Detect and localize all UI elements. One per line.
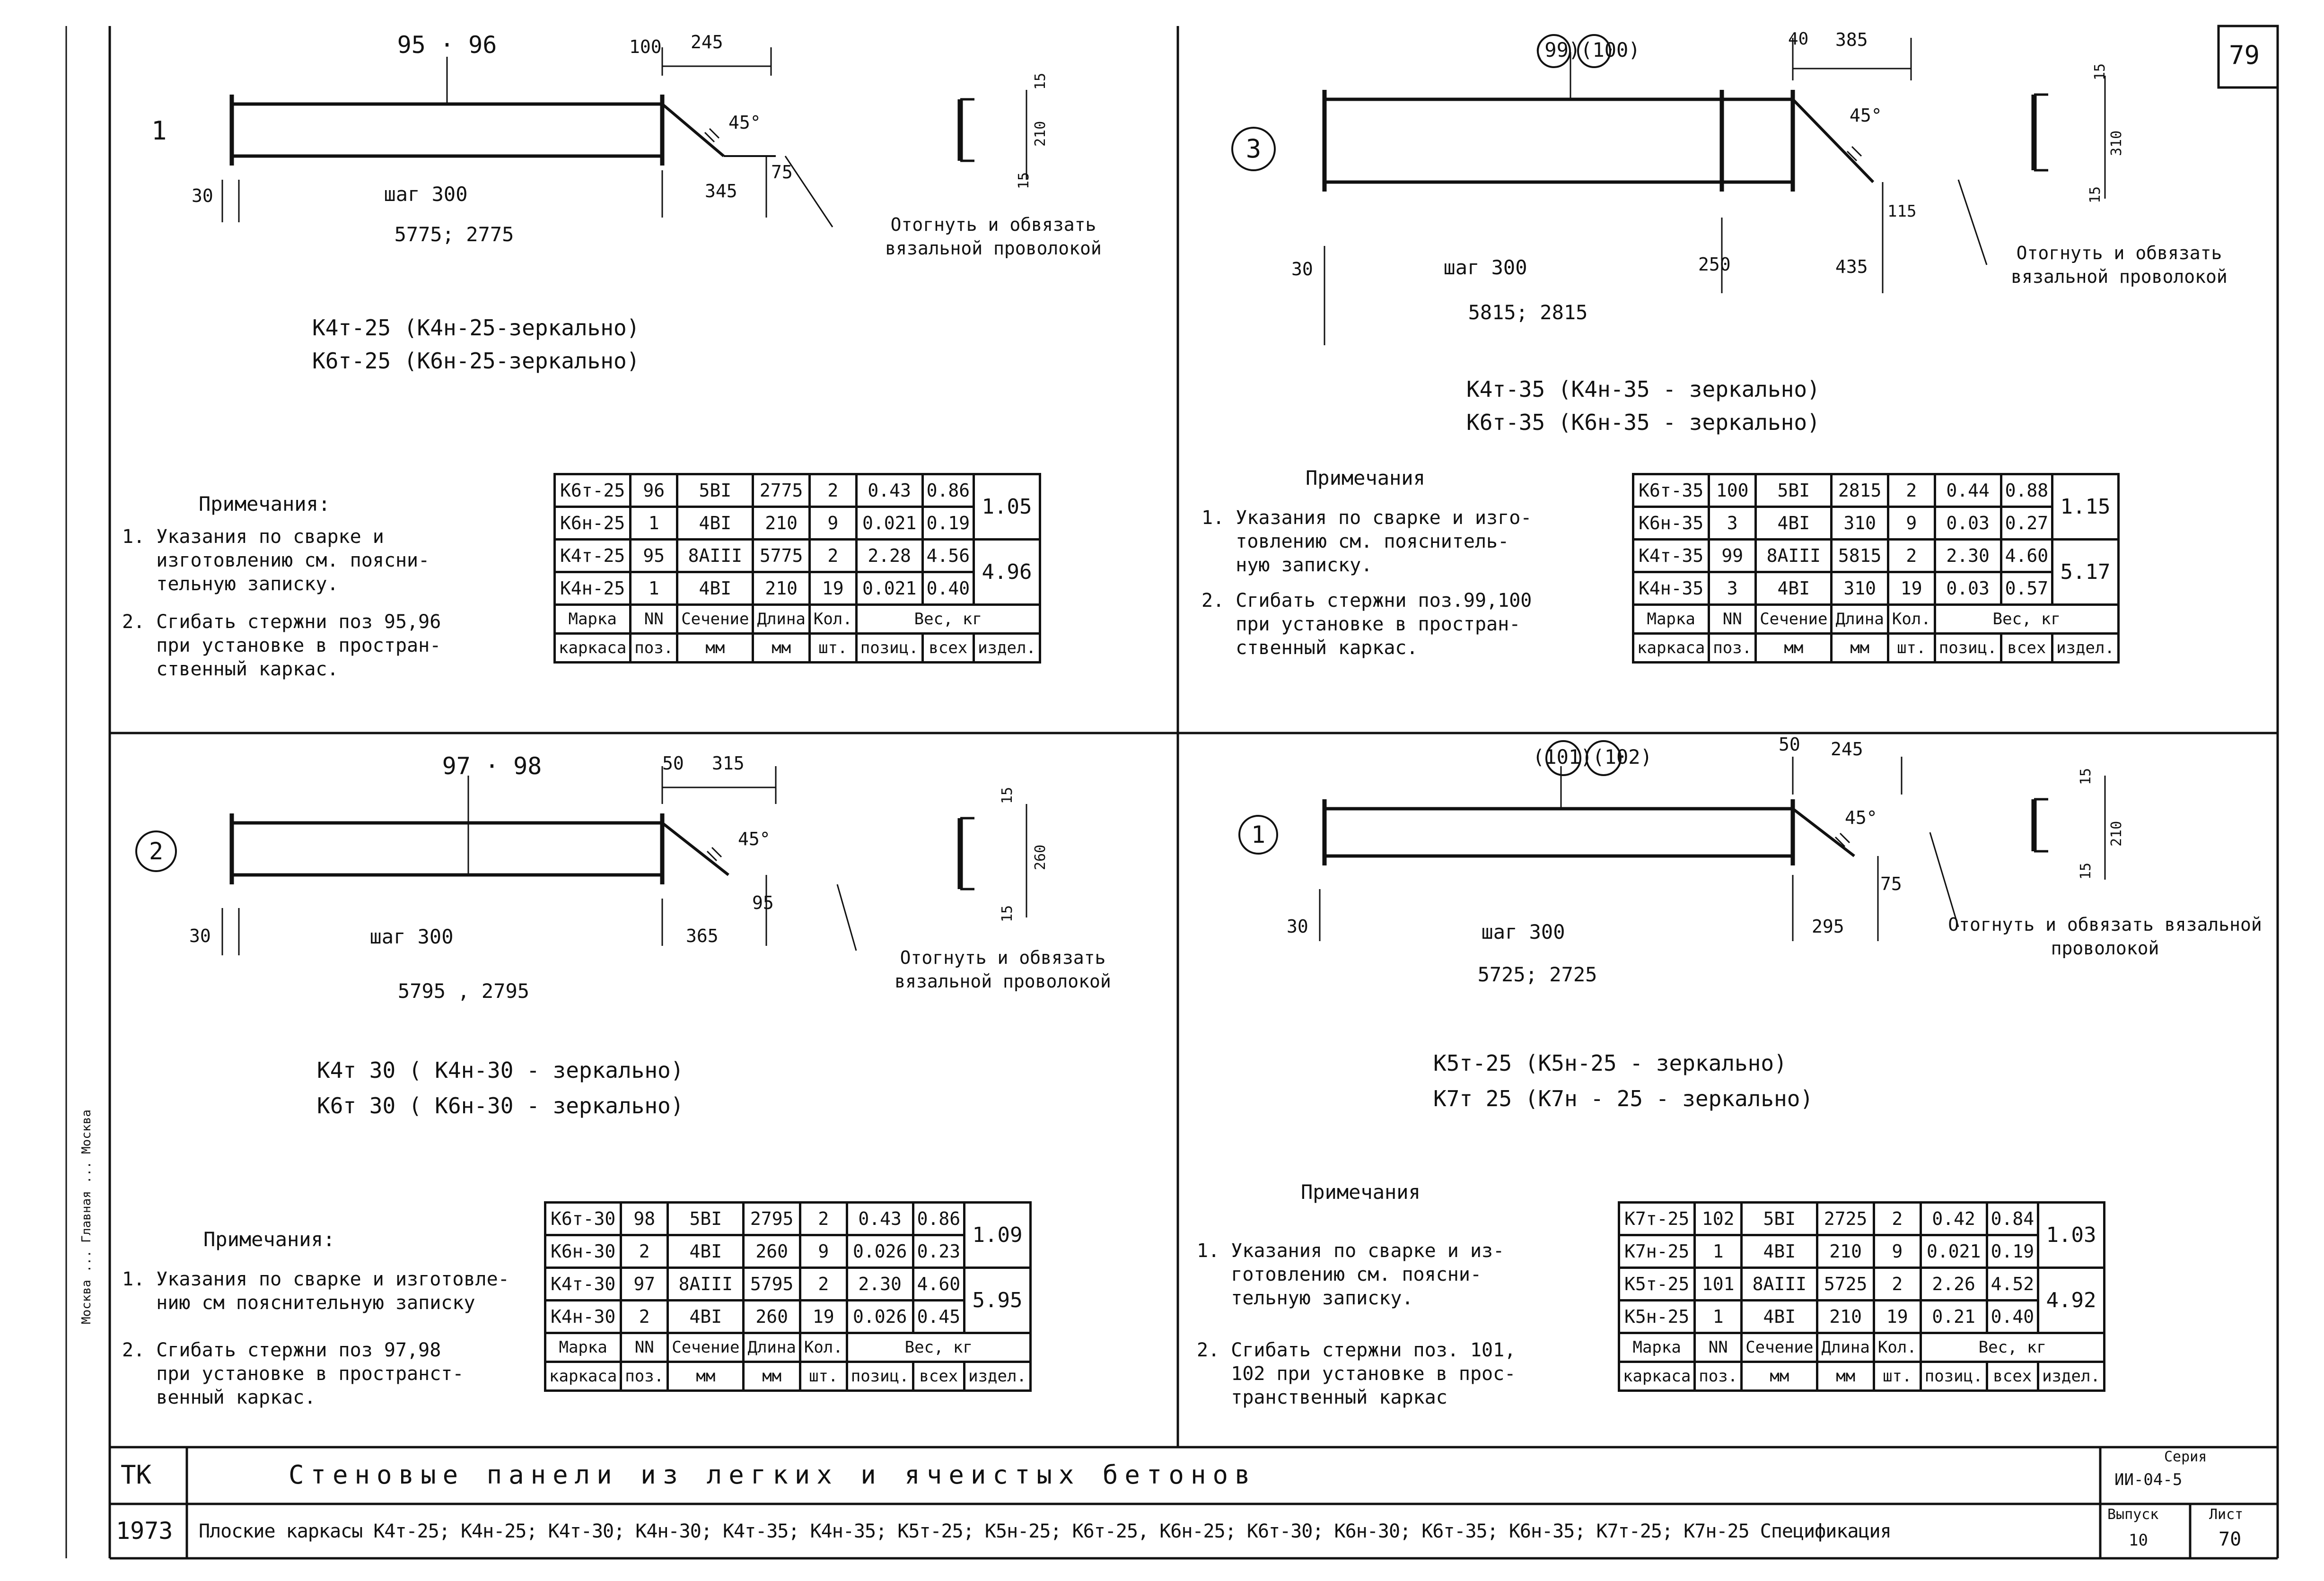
table-cell: Кол. [1874, 1333, 1921, 1362]
table-cell: шт. [800, 1362, 847, 1391]
detail-4-dim-30: 30 [1287, 916, 1308, 937]
table-cell: Марка [545, 1333, 621, 1362]
detail-3-bend-note: Отогнуть и обвязать вязальной проволокой [2011, 243, 2228, 287]
detail-4-notes-title: Примечания [1301, 1180, 1421, 1204]
table-cell: 9 [1874, 1235, 1921, 1268]
table-cell: 19 [1874, 1301, 1921, 1333]
spec-table-3 [544, 1201, 1032, 1392]
table-cell: 0.43 [856, 474, 922, 507]
table-cell: 0.57 [2001, 572, 2052, 605]
table-cell: 0.03 [1935, 572, 2001, 605]
table-cell: 4ВI [677, 572, 753, 605]
table-cell: Сечение [1756, 605, 1832, 634]
detail-4-sec-15a: 15 [2078, 768, 2094, 785]
detail-4-marker: 1 [1251, 821, 1266, 848]
table-cell: 0.44 [1935, 474, 2001, 507]
table-cell: шт. [809, 634, 856, 663]
detail-1-dim-245: 245 [691, 32, 723, 52]
table-cell: Сечение [668, 1333, 744, 1362]
detail-1-angle: 45° [728, 112, 761, 133]
table-cell: 4ВI [668, 1301, 744, 1333]
detail-4-label-1: К5т-25 (К5н-25 - зеркально) [1433, 1050, 1787, 1076]
table-cell: 9 [800, 1235, 847, 1268]
table-cell: 98 [621, 1203, 668, 1235]
titleblock-sheet-label: Лист [2209, 1506, 2244, 1523]
table-cell: К4т-35 [1633, 540, 1709, 572]
table-cell: 19 [809, 572, 856, 605]
table-cell: Марка [1633, 605, 1709, 634]
detail-1-label-2: К6т-25 (К6н-25-зеркально) [312, 348, 640, 374]
detail-1-top-dim: 95 · 96 [397, 31, 497, 59]
table-cell: 4ВI [1756, 507, 1832, 540]
table-cell: 210 [1817, 1301, 1874, 1333]
table-cell: 5ВI [668, 1203, 744, 1235]
table-cell: 4ВI [668, 1235, 744, 1268]
table-cell: 1.15 [2052, 474, 2119, 540]
detail-2-dim-30: 30 [189, 926, 211, 946]
table-cell: всех [2001, 634, 2052, 663]
table-cell: 5.95 [965, 1268, 1031, 1333]
detail-3-angle: 45° [1850, 105, 1882, 126]
table-cell: 210 [1817, 1235, 1874, 1268]
table-cell: 1 [631, 572, 677, 605]
table-cell: Кол. [809, 605, 856, 634]
table-cell: 101 [1695, 1268, 1742, 1301]
detail-2-notes-title: Примечания: [203, 1228, 335, 1251]
detail-4-dim-75: 75 [1880, 873, 1902, 894]
detail-1-dim-100: 100 [629, 36, 662, 57]
table-cell: Кол. [1888, 605, 1935, 634]
table-cell: 5775 [753, 540, 809, 572]
detail-4-note-1: 1. Указания по сварке и из- готовлению см. поясни- тельную записку. [1197, 1240, 1505, 1309]
table-cell: NN [621, 1333, 668, 1362]
table-cell: 1 [1695, 1301, 1742, 1333]
table-cell: шт. [1888, 634, 1935, 663]
table-cell: 5815 [1832, 540, 1888, 572]
table-cell: 210 [753, 507, 809, 540]
table-cell: мм [677, 634, 753, 663]
table-cell: каркаса [1619, 1362, 1695, 1391]
table-cell: 9 [809, 507, 856, 540]
table-cell: 4ВI [1742, 1235, 1817, 1268]
table-cell: 5795 [744, 1268, 800, 1301]
table-cell: 0.03 [1935, 507, 2001, 540]
detail-1-length: 5775; 2775 [394, 223, 514, 246]
table-cell: мм [1742, 1362, 1817, 1391]
detail-3-dim-385: 385 [1835, 29, 1868, 50]
table-cell: 1.05 [974, 474, 1040, 540]
table-cell: 5ВI [1742, 1203, 1817, 1235]
table-cell: К4н-30 [545, 1301, 621, 1333]
table-cell: каркаса [555, 634, 631, 663]
table-cell: издел. [2038, 1362, 2105, 1391]
detail-3-pitch: шаг 300 [1443, 256, 1527, 279]
table-cell: 310 [1832, 572, 1888, 605]
detail-1-notes-title: Примечания: [199, 492, 331, 515]
table-cell: 19 [800, 1301, 847, 1333]
titleblock-series-label: Серия [2164, 1449, 2207, 1465]
detail-4-dim-295: 295 [1812, 916, 1844, 937]
detail-1-pitch: шаг 300 [384, 183, 468, 206]
detail-3-sec-15a: 15 [2092, 63, 2108, 80]
table-cell: 4ВI [1742, 1301, 1817, 1333]
detail-4-sec-210: 210 [2108, 821, 2125, 847]
titleblock-sheet-value: 70 [2219, 1529, 2242, 1550]
table-cell: 210 [753, 572, 809, 605]
detail-4-top-dim: (101)(102) [1533, 745, 1652, 769]
table-cell: 5ВI [1756, 474, 1832, 507]
table-cell: Вес, кг [847, 1333, 1030, 1362]
table-cell: 0.40 [1987, 1301, 2038, 1333]
spec-table-2 [1632, 473, 2120, 664]
table-cell: 3 [1709, 507, 1756, 540]
table-cell: мм [1817, 1362, 1874, 1391]
table-cell: 4ВI [677, 507, 753, 540]
detail-4-angle: 45° [1845, 807, 1877, 828]
table-cell: 2 [809, 474, 856, 507]
detail-4-length: 5725; 2725 [1477, 963, 1597, 986]
table-cell: мм [1832, 634, 1888, 663]
table-cell: К5т-25 [1619, 1268, 1695, 1301]
table-cell: 0.42 [1921, 1203, 1987, 1235]
titleblock-issue-label: Выпуск [2107, 1506, 2159, 1523]
table-cell: 260 [744, 1301, 800, 1333]
detail-4-sec-15b: 15 [2078, 862, 2094, 880]
table-cell: 1.03 [2038, 1203, 2105, 1268]
detail-1-dim-30: 30 [192, 185, 213, 206]
detail-1-label-1: К4т-25 (К4н-25-зеркально) [312, 315, 640, 341]
table-cell: 0.19 [1987, 1235, 2038, 1268]
table-cell: 2.30 [1935, 540, 2001, 572]
detail-3-note-1: 1. Указания по сварке и изго- товлению см. пояснитель- ную записку. [1201, 507, 1532, 576]
table-cell: 9 [1888, 507, 1935, 540]
sheet-number: 79 [2229, 40, 2260, 70]
table-cell: 95 [631, 540, 677, 572]
table-cell: 2 [621, 1301, 668, 1333]
table-cell: 5725 [1817, 1268, 1874, 1301]
detail-2-marker: 2 [149, 838, 164, 865]
titleblock-subtitle: Плоские каркасы К4т-25; К4н-25; К4т-30; К4н-30; К4т-35; К4н-35; К5т-25; К5н-25; К6т-25, К6н-25; К6т-30; К6н-30; К6т-35; К6н-35; К7т-25; К7н-25 Спецификация [199, 1520, 1891, 1542]
table-cell: 4.60 [913, 1268, 965, 1301]
detail-2-dim-50: 50 [662, 753, 684, 774]
detail-2-length: 5795 , 2795 [397, 979, 530, 1003]
detail-2-label-2: К6т 30 ( К6н-30 - зеркально) [317, 1093, 684, 1118]
detail-2-top-dim: 97 · 98 [442, 752, 542, 780]
table-cell: К6т-30 [545, 1203, 621, 1235]
table-cell: 0.40 [922, 572, 974, 605]
detail-2-dim-315: 315 [712, 753, 745, 774]
table-cell: 2 [1888, 474, 1935, 507]
detail-4-dim-50: 50 [1779, 734, 1800, 755]
table-cell: 4ВI [1756, 572, 1832, 605]
table-cell: Кол. [800, 1333, 847, 1362]
table-cell: издел. [974, 634, 1040, 663]
table-cell: К6т-35 [1633, 474, 1709, 507]
detail-2-bend-note: Отогнуть и обвязать вязальной проволокой [895, 947, 1111, 992]
detail-3-label-1: К4т-35 (К4н-35 - зеркально) [1466, 376, 1820, 402]
table-cell: 0.026 [847, 1235, 913, 1268]
table-cell: всех [1987, 1362, 2038, 1391]
table-cell: позиц. [1921, 1362, 1987, 1391]
table-cell: издел. [965, 1362, 1031, 1391]
table-cell: поз. [1695, 1362, 1742, 1391]
table-cell: 310 [1832, 507, 1888, 540]
table-cell: 1 [1695, 1235, 1742, 1268]
table-cell: К6н-30 [545, 1235, 621, 1268]
detail-2-dim-95: 95 [752, 892, 774, 913]
detail-3-top-dim: (99)(100) [1533, 38, 1640, 61]
table-cell: мм [668, 1362, 744, 1391]
table-cell: Длина [744, 1333, 800, 1362]
table-cell: 8АIII [677, 540, 753, 572]
detail-1-dim-345: 345 [705, 181, 737, 201]
table-cell: 0.86 [922, 474, 974, 507]
detail-4-pitch: шаг 300 [1481, 920, 1565, 943]
table-cell: 8АIII [668, 1268, 744, 1301]
table-cell: каркаса [1633, 634, 1709, 663]
table-cell: 3 [1709, 572, 1756, 605]
spec-table-1 [553, 473, 1041, 664]
detail-4-dim-245: 245 [1831, 739, 1863, 760]
table-cell: К5н-25 [1619, 1301, 1695, 1333]
table-cell: 2 [1874, 1268, 1921, 1301]
table-cell: мм [744, 1362, 800, 1391]
detail-3-dim-115: 115 [1887, 202, 1917, 221]
table-cell: издел. [2052, 634, 2119, 663]
table-cell: 2 [809, 540, 856, 572]
table-cell: 19 [1888, 572, 1935, 605]
table-cell: Длина [753, 605, 809, 634]
table-cell: К6н-25 [555, 507, 631, 540]
table-cell: 0.43 [847, 1203, 913, 1235]
table-cell: 1.09 [965, 1203, 1031, 1268]
table-cell: NN [1709, 605, 1756, 634]
table-cell: мм [1756, 634, 1832, 663]
detail-1-note-1: 1. Указания по сварке и изготовлению см. поясни- тельную записку. [122, 526, 430, 595]
titleblock-series-value: ИИ-04-5 [2114, 1470, 2183, 1489]
table-cell: позиц. [856, 634, 922, 663]
detail-3-notes-title: Примечания [1306, 466, 1425, 489]
table-cell: 2 [621, 1235, 668, 1268]
detail-2-sec-15b: 15 [999, 905, 1016, 922]
detail-1-dim-75: 75 [771, 162, 793, 183]
detail-2-angle: 45° [738, 829, 771, 849]
titleblock-year: 1973 [116, 1517, 173, 1545]
table-cell: 2 [800, 1268, 847, 1301]
detail-1-bend-note: Отогнуть и обвязать вязальной проволокой [885, 214, 1102, 259]
table-cell: 8АIII [1756, 540, 1832, 572]
table-cell: 99 [1709, 540, 1756, 572]
table-cell: К4н-25 [555, 572, 631, 605]
table-cell: Марка [555, 605, 631, 634]
table-cell: К6н-35 [1633, 507, 1709, 540]
titleblock-issue-value: 10 [2129, 1531, 2148, 1550]
table-cell: Вес, кг [1935, 605, 2118, 634]
table-cell: 2 [1874, 1203, 1921, 1235]
detail-1-sec-210: 210 [1032, 121, 1049, 147]
table-cell: позиц. [847, 1362, 913, 1391]
table-cell: Сечение [677, 605, 753, 634]
detail-3-sec-15b: 15 [2087, 186, 2104, 203]
table-cell: мм [753, 634, 809, 663]
table-cell: позиц. [1935, 634, 2001, 663]
detail-3-marker: 3 [1245, 134, 1262, 164]
table-cell: Вес, кг [1921, 1333, 2104, 1362]
table-cell: 4.56 [922, 540, 974, 572]
table-cell: 97 [621, 1268, 668, 1301]
table-cell: поз. [1709, 634, 1756, 663]
table-cell: 96 [631, 474, 677, 507]
margin-text: Москва ... Главная ... Москва [79, 1109, 94, 1324]
table-cell: 0.026 [847, 1301, 913, 1333]
detail-3-label-2: К6т-35 (К6н-35 - зеркально) [1466, 410, 1820, 435]
table-cell: 2725 [1817, 1203, 1874, 1235]
table-cell: К7н-25 [1619, 1235, 1695, 1268]
table-cell: 2 [1888, 540, 1935, 572]
table-cell: 0.23 [913, 1235, 965, 1268]
detail-2-sec-260: 260 [1032, 844, 1049, 870]
table-cell: 2775 [753, 474, 809, 507]
table-cell: шт. [1874, 1362, 1921, 1391]
detail-3-note-2: 2. Сгибать стержни поз.99,100 при установке в простран- ственный каркас. [1201, 590, 1532, 659]
detail-4-bend-note: Отогнуть и обвязать вязальной проволокой [1948, 914, 2262, 959]
table-cell: 102 [1695, 1203, 1742, 1235]
table-cell: поз. [621, 1362, 668, 1391]
table-cell: 260 [744, 1235, 800, 1268]
table-cell: NN [1695, 1333, 1742, 1362]
table-cell: К4т-25 [555, 540, 631, 572]
table-cell: 2.28 [856, 540, 922, 572]
table-cell: 0.45 [913, 1301, 965, 1333]
detail-3-dim-435: 435 [1835, 256, 1868, 277]
spec-table-4 [1618, 1201, 2105, 1392]
titleblock-code: ТК [121, 1460, 152, 1490]
detail-2-sec-15a: 15 [999, 786, 1016, 804]
table-cell: 4.60 [2001, 540, 2052, 572]
table-cell: 0.21 [1921, 1301, 1987, 1333]
detail-4-label-2: К7т 25 (К7н - 25 - зеркально) [1433, 1086, 1814, 1111]
table-cell: К4н-35 [1633, 572, 1709, 605]
table-cell: 0.021 [856, 507, 922, 540]
table-cell: 0.19 [922, 507, 974, 540]
table-cell: 0.021 [1921, 1235, 1987, 1268]
table-cell: 0.88 [2001, 474, 2052, 507]
table-cell: 5ВI [677, 474, 753, 507]
table-cell: 2 [800, 1203, 847, 1235]
table-cell: 5.17 [2052, 540, 2119, 605]
table-cell: Марка [1619, 1333, 1695, 1362]
titleblock-title: Стеновые панели из легких и ячеистых бетонов [289, 1460, 1257, 1490]
detail-2-dim-365: 365 [686, 926, 719, 946]
table-cell: 2.30 [847, 1268, 913, 1301]
table-cell: 0.27 [2001, 507, 2052, 540]
table-cell: 0.021 [856, 572, 922, 605]
table-cell: К7т-25 [1619, 1203, 1695, 1235]
table-cell: 0.84 [1987, 1203, 2038, 1235]
table-cell: Длина [1832, 605, 1888, 634]
detail-2-label-1: К4т 30 ( К4н-30 - зеркально) [317, 1057, 684, 1083]
table-cell: 0.86 [913, 1203, 965, 1235]
table-cell: всех [922, 634, 974, 663]
detail-3-dim-30: 30 [1291, 259, 1313, 280]
table-cell: каркаса [545, 1362, 621, 1391]
detail-4-note-2: 2. Сгибать стержни поз. 101, 102 при установке в прос- транственный каркас [1197, 1339, 1516, 1408]
table-cell: К4т-30 [545, 1268, 621, 1301]
table-cell: 2815 [1832, 474, 1888, 507]
detail-2-note-2: 2. Сгибать стержни поз 97,98 при установке в пространст- венный каркас. [122, 1339, 464, 1408]
table-cell: 2.26 [1921, 1268, 1987, 1301]
table-cell: 4.92 [2038, 1268, 2105, 1333]
table-cell: 4.52 [1987, 1268, 2038, 1301]
table-cell: NN [631, 605, 677, 634]
table-cell: поз. [631, 634, 677, 663]
table-cell: 1 [631, 507, 677, 540]
table-cell: 4.96 [974, 540, 1040, 605]
table-cell: Вес, кг [856, 605, 1040, 634]
table-cell: Длина [1817, 1333, 1874, 1362]
table-cell: 100 [1709, 474, 1756, 507]
table-cell: 8АIII [1742, 1268, 1817, 1301]
table-cell: 2795 [744, 1203, 800, 1235]
detail-3-length: 5815; 2815 [1468, 301, 1588, 324]
detail-2-pitch: шаг 300 [369, 925, 454, 948]
detail-1-marker: 1 [151, 116, 167, 146]
detail-3-dim-40: 40 [1788, 29, 1809, 49]
detail-2-note-1: 1. Указания по сварке и изготовле- нию см пояснительную записку [122, 1268, 509, 1314]
detail-1-sec-15b: 15 [1016, 172, 1032, 189]
table-cell: К6т-25 [555, 474, 631, 507]
detail-1-note-2: 2. Сгибать стержни поз 95,96 при установке в простран- ственный каркас. [122, 611, 441, 680]
detail-1-sec-15a: 15 [1032, 72, 1049, 90]
detail-3-dim-250: 250 [1698, 254, 1731, 275]
table-cell: Сечение [1742, 1333, 1817, 1362]
table-cell: всех [913, 1362, 965, 1391]
detail-3-sec-310: 310 [2108, 130, 2125, 156]
